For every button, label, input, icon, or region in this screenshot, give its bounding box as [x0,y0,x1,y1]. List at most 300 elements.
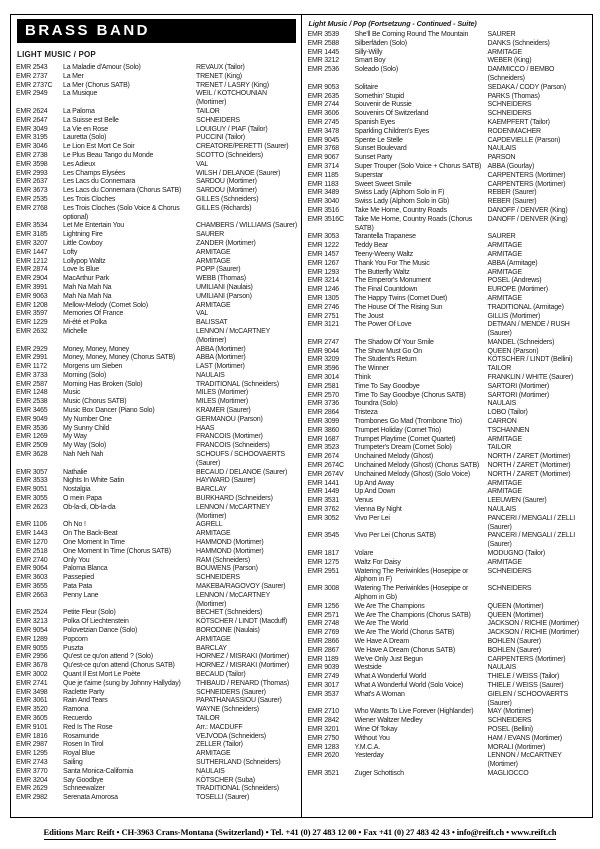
catalog-row-number: EMR 2637 [16,178,48,186]
catalog-row-title: Mah Na Mah Na [63,292,112,300]
catalog-row-composer: POPP (Saurer) [196,266,241,274]
catalog-row-composer: UMILIANI (Naulais) [196,283,253,291]
catalog-row-number: EMR 2536 [307,66,339,74]
catalog-row-title: Thank You For The Music [354,259,430,267]
catalog-row-composer: AGRELL [196,521,223,529]
catalog-row-composer: LENNON / McCARTNEY (Mortimer) [196,503,270,520]
catalog-row-title: We've Only Just Begun [354,655,423,663]
catalog-row-title: Les Adieux [63,160,96,168]
catalog-row-composer: SAURER [196,231,224,239]
catalog-row-composer: WEBER (King) [487,57,532,65]
catalog-row-title: Le Lion Est Mort Ce Soir [63,143,135,151]
catalog-row-title: Sunset Boulevard [354,145,407,153]
catalog-row [308,313,590,322]
catalog-row [16,222,298,231]
catalog-row-composer: ZANDER (Mortimer) [196,239,256,247]
footer-email-link[interactable]: info@reift.ch [456,827,505,837]
catalog-row-title: The Final Countdown [354,286,418,294]
catalog-row-title: Volare [354,550,374,558]
catalog-row-composer: POSEL (Bellini) [487,725,533,733]
catalog-row-composer: BOHLEN (Saurer) [487,646,541,654]
catalog-row-composer: MANDEL (Schneiders) [487,338,555,346]
catalog-row-composer: MAGLIOCCO [487,769,529,777]
catalog-row-title: Polka Of Liechtenstein [63,618,129,626]
catalog-row-composer: HAMMOND (Mortimer) [196,539,264,547]
catalog-row-composer: SCHNEIDERS (Saurer) [196,688,266,696]
catalog-row-number: EMR 3521 [307,769,339,777]
catalog-row-number: EMR 3057 [16,468,48,476]
catalog-row-number: EMR 3017 [307,681,339,689]
catalog-row-number: EMR 2951 [307,567,339,575]
catalog-row-composer: GILLES (Schneiders) [196,195,259,203]
catalog-row-number: EMR 1269 [16,433,48,441]
catalog-row-title: Ramona [63,706,89,714]
bullet-separator: • [451,827,455,837]
catalog-row-number: EMR 3040 [307,198,339,206]
catalog-row-title: Somethin' Stupid [354,92,405,100]
catalog-row-number: EMR 3537 [307,690,339,698]
catalog-row-title: Qu'est ce qu'on attend ? (Solo) [63,653,153,661]
catalog-row-composer: SCHNEIDERS [487,567,532,575]
catalog-row [16,143,298,152]
footer-website-link[interactable]: www.reift.ch [511,827,557,837]
catalog-row-number: EMR 1183 [307,180,339,188]
catalog-row-title: Venus [354,497,373,505]
catalog-row-number: EMR 2982 [16,794,48,802]
catalog-row-composer: DETMAN / MENDE / RUSH (Saurer) [487,321,570,338]
catalog-row-composer: ARMITAGE [487,435,522,443]
catalog-row-number: EMR 2620 [307,752,339,760]
catalog-row-composer: NAULAIS [196,767,225,775]
catalog-row-composer: SCHNEIDERS [487,110,532,118]
catalog-row [16,302,298,311]
catalog-row-composer: POSEL (Andrews) [487,277,542,285]
catalog-row [308,269,590,278]
catalog-row [16,706,298,715]
catalog-row-title: Royal Blue [63,750,95,758]
catalog-row-title: Lightning Fire [63,231,103,239]
catalog-row [308,532,590,550]
catalog-row [308,207,590,216]
catalog-row-composer: PAPATHANASSIOU (Saurer) [196,697,282,705]
catalog-row [308,40,590,49]
catalog-row-composer: SCHNEIDERS [487,717,532,725]
catalog-row-number: EMR 1267 [307,259,339,267]
catalog-row-composer: SCHOUFS / SCHOOVAERTS (Saurer) [196,451,285,467]
catalog-row [308,181,590,190]
catalog-row-number: EMR 1185 [307,171,339,179]
catalog-row-number: EMR 2635 [307,92,339,100]
catalog-row-number: EMR 2740 [16,556,48,564]
catalog-row-composer: GILLES (Richards) [196,204,252,212]
catalog-row-title: Pata Pata [63,583,92,591]
catalog-row-number: EMR 1441 [307,479,339,487]
catalog-row-composer: TAILOR [487,444,512,452]
catalog-row [308,145,590,154]
catalog-row-number: EMR 3991 [16,283,48,291]
catalog-row-composer: BECAUD (Tailor) [196,670,246,678]
catalog-row-title: Penny Lane [63,591,99,599]
catalog-row-title: Vivo Per Lei [354,514,390,522]
catalog-row [16,381,298,390]
catalog-row-composer: VEJVODA (Schneiders) [196,732,266,740]
catalog-row-number: EMR 3516C [307,215,344,223]
catalog-row-composer: REBER (Saurer) [487,198,537,206]
catalog-row-composer: WAYNE (Schneiders) [196,706,259,714]
catalog-row [308,84,590,93]
catalog-row-number: EMR 3121 [307,321,339,329]
catalog-row-number: EMR 2524 [16,609,48,617]
catalog-row-number: EMR 1189 [307,655,339,663]
catalog-row-title: The House Of The Rising Sun [354,303,443,311]
catalog-row [16,416,298,425]
catalog-row-title: Toundra (Solo) [354,400,398,408]
catalog-row-composer: ARMITAGE [487,558,522,566]
catalog-row-title: Wiener Waltzer Medley [354,717,423,725]
catalog-row-composer: BARCLAY [196,644,227,652]
catalog-row-title: Schneewalzer [63,785,105,793]
catalog-row-number: EMR 3523 [307,444,339,452]
catalog-row-title: Y.M.C.A. [354,743,381,751]
catalog-row [16,671,298,680]
catalog-row-title: Trumpeter's Dream (Cornet Solo) [354,444,452,452]
catalog-row [16,750,298,759]
catalog-row-composer: HORNEZ / MISRAKI (Mortimer) [196,662,289,670]
catalog-row-title: Say Goodbye [63,776,104,784]
catalog-row-composer: NAULAIS [487,506,517,514]
catalog-row-number: EMR 3714 [307,162,339,170]
catalog-row [308,128,590,137]
catalog-row-composer: LAST (Mortimer) [196,363,245,371]
catalog-row-number: EMR 9044 [307,347,339,355]
catalog-row-number: EMR 3209 [307,356,339,364]
catalog-row-number: EMR 2587 [16,380,48,388]
catalog-row-number: EMR 2745 [307,118,339,126]
catalog-row-number: EMR 2588 [307,39,339,47]
catalog-row-title: Nostalgia [63,486,91,494]
catalog-row-title: Super Trouper (Solo Voice + Chorus SATB) [354,162,482,170]
catalog-row-title: The Student's Return [354,356,417,364]
catalog-row-composer: ARMITAGE [196,248,231,256]
catalog-row-number: EMR 9039 [307,664,339,672]
catalog-row-composer: ARMITAGE [487,242,522,250]
catalog-row-number: EMR 9049 [16,415,48,423]
catalog-row-composer: ARMITAGE [196,301,231,309]
catalog-row [308,691,590,709]
catalog-row-composer: ARMITAGE [487,48,522,56]
catalog-row-title: What's A Woman [354,690,405,698]
catalog-row-number: EMR 3002 [16,670,48,678]
catalog-row [16,398,298,407]
catalog-row [16,161,298,170]
catalog-row-number: EMR 9067 [307,154,339,162]
catalog-row [16,64,298,73]
catalog-row-title: Superstar [354,171,384,179]
catalog-row [16,284,298,293]
catalog-row [16,469,298,478]
catalog-row-number: EMR 1687 [307,435,339,443]
catalog-row-title: Unchained Melody (Ghost) (Solo Voice) [354,470,471,478]
catalog-row-composer: PANCERI / MENGALI / ZELLI (Saurer) [487,532,575,549]
catalog-row-number: EMR 3605 [16,714,48,722]
catalog-row [308,436,590,445]
catalog-row [16,170,298,179]
catalog-row [308,321,590,339]
catalog-row-title: Nah Neh Nah [63,451,104,459]
bullet-separator: • [265,827,269,837]
catalog-row-number: EMR 2571 [307,611,339,619]
catalog-row-number: EMR 3049 [16,125,48,133]
catalog-row-composer: NAULAIS [196,371,225,379]
catalog-row-composer: SCHNEIDERS [196,574,240,582]
catalog-row-number: EMR 3046 [16,143,48,151]
catalog-row [16,539,298,548]
catalog-row-composer: DAMMICCO / BEMBO (Schneiders) [487,66,555,82]
catalog-row-title: Souvenirs Of Switzerland [354,110,429,118]
catalog-row [308,708,590,717]
catalog-row-composer: DANOFF / DENVER (King) [487,206,568,214]
catalog-row-title: We Are The Champions (Chorus SATB) [354,611,471,619]
catalog-row [16,794,298,803]
catalog-row-title: The Joust [354,312,384,320]
catalog-row [308,427,590,436]
catalog-row-title: Santa Monica-California [63,767,134,775]
catalog-row-composer: THIELE / WEISS (Tailor) [487,673,560,681]
catalog-row [16,759,298,768]
catalog-row-number: EMR 3762 [307,506,339,514]
catalog-row-composer: BECAUD / DELANOE (Saurer) [196,468,288,476]
catalog-row-number: EMR 1817 [307,550,339,558]
catalog-row-number: EMR 3536 [16,424,48,432]
catalog-row-number: EMR 1443 [16,530,48,538]
catalog-row [16,108,298,117]
catalog-row-number: EMR 3606 [307,110,339,118]
catalog-row-composer: RODENMACHER [487,127,541,135]
catalog-row-composer: FRANKLIN / WHITE (Saurer) [487,374,574,382]
catalog-row-title: The Shadow Of Your Smile [354,338,434,346]
catalog-row-title: Quant Il Est Mort Le Poète [63,670,141,678]
catalog-row [308,93,590,102]
catalog-row-title: Sparkling Children's Eyes [354,127,430,135]
catalog-row-composer: WEBB (Thomas) [196,275,246,283]
catalog-row-title: Nathalie [63,468,88,476]
catalog-row-title: We Have A Dream (Chorus SATB) [354,646,456,654]
catalog-row [308,664,590,673]
catalog-row-number: EMR 2874 [16,266,48,274]
catalog-row [16,187,298,196]
catalog-row [16,389,298,398]
catalog-row-title: Swiss Lady (Alphorn Solo in F) [354,189,445,197]
catalog-row [308,585,590,603]
catalog-row-number: EMR 3678 [16,662,48,670]
catalog-row-number: EMR 1295 [16,750,48,758]
catalog-row-composer: SUTHERLAND (Schneiders) [196,758,281,766]
catalog-row [308,744,590,753]
catalog-row [16,231,298,240]
catalog-row-composer: Arr.: MACDUFF [196,723,243,731]
catalog-row-composer: SARTORI (Mortimer) [487,391,549,399]
catalog-row-number: EMR 3213 [16,618,48,626]
catalog-row-number: EMR 3596 [307,365,339,373]
catalog-row-number: EMR 9051 [16,486,48,494]
catalog-row-composer: ABBA (Armitage) [487,259,538,267]
catalog-row-title: Tarantella Trapanese [354,233,416,241]
catalog-row-number: EMR 2768 [16,204,48,212]
catalog-row [16,152,298,161]
catalog-row-title: Les Lacs du Connemara (Chorus SATB) [63,187,182,195]
catalog-row-number: EMR 3014 [307,374,339,382]
catalog-row-composer: BECHET (Schneiders) [196,609,263,617]
catalog-row-number: EMR 2867 [307,646,339,654]
catalog-row-composer: GIELEN / SCHOOVAERTS (Saurer) [487,690,569,707]
catalog-row-number: EMR 2748 [307,620,339,628]
catalog-row-title: Ob-la-di, Ob-la-da [63,503,116,511]
catalog-row-title: Time To Say Goodbye [354,382,420,390]
catalog-row [308,462,590,471]
catalog-row-composer: QUEEN (Mortimer) [487,611,544,619]
catalog-row-number: EMR 3598 [16,160,48,168]
catalog-row-number: EMR 2710 [307,708,339,716]
catalog-row-composer: ARMITAGE [196,635,231,643]
catalog-row-composer: DANKS (Schneiders) [487,39,550,47]
catalog-row [308,506,590,515]
catalog-row-number: EMR 3055 [16,495,48,503]
catalog-row-composer: JACKSON / RICHIE (Mortimer) [487,620,579,628]
catalog-row-title: Music Box Dancer (Piano Solo) [63,407,155,415]
catalog-row-number: EMR 9064 [16,565,48,573]
catalog-row-title: Lofty [63,248,78,256]
catalog-row-number: EMR 2647 [16,116,48,124]
catalog-row [308,550,590,559]
catalog-row-number: EMR 9101 [16,723,48,731]
catalog-row [16,266,298,275]
catalog-row [16,82,298,91]
catalog-row-composer: PARSON [487,154,516,162]
footer-fax: Fax +41 (0) 27 483 42 43 [363,827,450,837]
catalog-row-title: We Are The World (Chorus SATB) [354,629,455,637]
catalog-row-title: Popcorn [63,635,88,643]
catalog-row-composer: MAY (Mortimer) [487,708,534,716]
catalog-row-composer: ARMITAGE [487,488,522,496]
catalog-row-composer: KRAMER (Saurer) [196,407,251,415]
catalog-row [16,293,298,302]
catalog-row-number: EMR 9045 [307,136,339,144]
catalog-row [308,339,590,348]
catalog-row [16,521,298,530]
catalog-row-title: Swiss Lady (Alphorn Solo in Gb) [354,198,450,206]
catalog-row-number: EMR 9053 [307,83,339,91]
catalog-row-title: Take Me Home, Country Roads (Chorus SATB) [354,215,472,232]
catalog-row-title: My Number One [63,415,112,423]
catalog-row-number: EMR 2744 [307,101,339,109]
catalog-row-title: Mah Na Mah Na [63,283,112,291]
catalog-row-number: EMR 3628 [16,451,48,459]
catalog-row [16,310,298,319]
catalog-row-title: Time To Say Goodbye (Chorus SATB) [354,391,466,399]
catalog-row-title: Rosen In Tirol [63,741,104,749]
catalog-row-composer: NAULAIS [487,400,517,408]
catalog-row-title: We Are The Champions [354,602,425,610]
catalog-row-title: La Musique [63,90,98,98]
catalog-row-title: Wine Of Tokay [354,725,398,733]
catalog-row [308,392,590,401]
catalog-row-title: Paloma Blanca [63,565,108,573]
catalog-row-composer: JACKSON / RICHIE (Mortimer) [487,629,579,637]
catalog-row-title: Only You [63,556,90,564]
catalog-row-number: EMR 3061 [16,697,48,705]
catalog-row-composer: HAAS [196,424,215,432]
catalog-row [16,354,298,363]
catalog-row-number: EMR 3185 [16,231,48,239]
catalog-row [16,636,298,645]
catalog-row [16,689,298,698]
catalog-row-number: EMR 2624 [16,107,48,115]
catalog-row [308,119,590,128]
catalog-row-number: EMR 2538 [16,398,48,406]
catalog-row [16,592,298,610]
catalog-row [16,697,298,706]
catalog-row-title: Morning Has Broken (Solo) [63,380,143,388]
catalog-row-number: EMR 2769 [307,629,339,637]
catalog-row-composer: SEDAKA / CODY (Parson) [487,83,566,91]
catalog-row [308,717,590,726]
catalog-row-number: EMR 1305 [307,294,339,302]
catalog-row-number: EMR 3099 [307,418,339,426]
catalog-row [308,770,590,779]
catalog-row-title: Les Lacs du Connemara [63,178,136,186]
catalog-row-number: EMR 1816 [16,732,48,740]
catalog-row-composer: PARKS (Thomas) [487,92,540,100]
catalog-row-composer: KÖTSCHER (Suba) [196,776,255,784]
catalog-row-number: EMR 1445 [307,48,339,56]
catalog-row-number: EMR 3207 [16,239,48,247]
catalog-row-composer: ABBA (Mortimer) [196,345,246,353]
catalog-row [308,198,590,207]
catalog-row-title: On The Back-Beat [63,530,118,538]
catalog-row-composer: HAYWARD (Saurer) [196,477,256,485]
catalog-row-composer: PUCCINI (Tailor) [196,134,245,142]
catalog-row [308,559,590,568]
catalog-row-title: Puszta [63,644,84,652]
catalog-row-number: EMR 2570 [307,391,339,399]
catalog-row-title: Raclette Party [63,688,105,696]
catalog-row-title: The Show Must Go On [354,347,422,355]
catalog-row-title: Up And Away [354,479,394,487]
catalog-row-composer: ABBA (Gourlay) [487,162,535,170]
catalog-row-title: Teeny-Weeny Waltz [354,250,413,258]
catalog-row-title: Let Me Entertain You [63,222,124,230]
catalog-row-composer: TRENET (King) [196,72,242,80]
catalog-row-composer: BOUWENS (Parson) [196,565,258,573]
catalog-row-composer: TRADITIONAL (Schneiders) [196,380,279,388]
catalog-row-composer: TRADITIONAL (Schneiders) [196,785,279,793]
footer-publisher: Editions Marc Reift [43,827,115,837]
catalog-row-title: Lollypop Waltz [63,257,106,265]
catalog-row [308,233,590,242]
catalog-row-composer: HORNEZ / MISRAKI (Mortimer) [196,653,289,661]
catalog-row-composer: TAILOR [196,107,220,115]
catalog-row-number: EMR 3204 [16,776,48,784]
catalog-row-number: EMR 1449 [307,488,339,496]
catalog-row-title: Love Is Blue [63,266,100,274]
catalog-row-title: One Moment In Time (Chorus SATB) [63,547,171,555]
catalog-row-title: My Way [63,433,87,441]
catalog-row-title: Nights In White Satin [63,477,125,485]
catalog-row-title: Oh No ! [63,521,86,529]
catalog-row-number: EMR 1270 [16,539,48,547]
catalog-row-number: EMR 3195 [16,134,48,142]
catalog-row [16,319,298,328]
